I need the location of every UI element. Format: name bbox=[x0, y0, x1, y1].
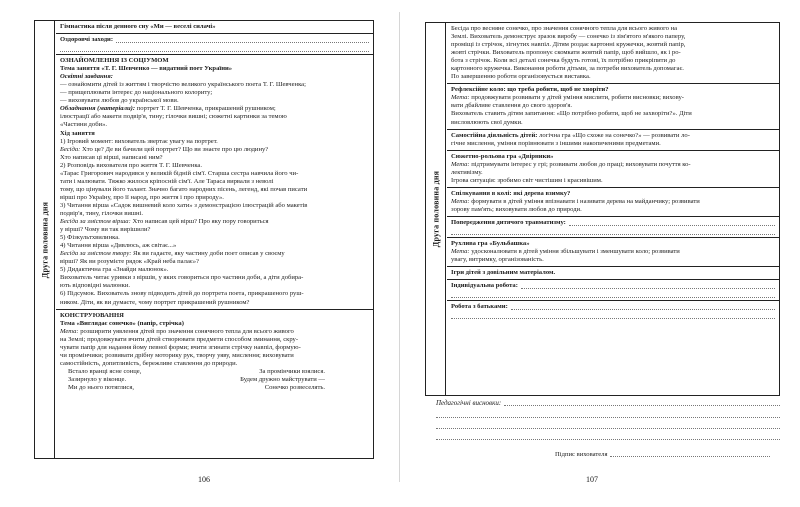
parents-row bbox=[451, 303, 775, 311]
text-line: 1) Ігровий момент: вихователь звертає увагу на портрет. bbox=[60, 137, 218, 145]
injury-label: Попередження дитячого травматизму: bbox=[451, 218, 566, 226]
injury-block bbox=[447, 217, 779, 238]
injury-dotline bbox=[569, 220, 775, 226]
text-line: 3) Читання вірша «Садок вишневий коло хати» з демонстрацією ілюстрацій або макетів bbox=[60, 201, 308, 209]
pedagogical-dotline-3 bbox=[436, 418, 780, 429]
text-line: у вірші? Чому ви так вирішили? bbox=[60, 226, 151, 234]
text-line: Вихователь ставить дітям запитання: «Що потрібно робити, щоб не захворіти?». Діти bbox=[451, 110, 692, 118]
construct-block bbox=[56, 310, 373, 394]
gym-block bbox=[56, 21, 373, 34]
socium-task-1: — ознайомити дітей із життям і творчістю великого українського поета Т. Г. Шевченка; bbox=[60, 81, 306, 89]
text-line: лективізму. bbox=[451, 168, 483, 176]
text-line: самостійність, допитливість, бережливе ставлення до природи. bbox=[60, 359, 238, 367]
mobile-block bbox=[447, 238, 779, 267]
page-number-right: 107 bbox=[586, 475, 598, 484]
socium-topic: Тема заняття «Т. Г. Шевченко — видатний поет України» bbox=[60, 65, 233, 73]
right-side-label: Друга половина дня bbox=[431, 170, 440, 248]
mobile-label: Рухлива гра «Бульбашка» bbox=[451, 240, 530, 248]
injury-dotline-2 bbox=[451, 227, 775, 235]
pedagogical-label: Педагогічні висновки: bbox=[436, 399, 502, 407]
text-line: Мета: підтримувати інтерес у грі; розвивати любов до праці; виховувати почуття ко- bbox=[451, 160, 691, 168]
poem-row bbox=[60, 384, 369, 392]
text-line: Мета: розширити уявлення дітей про значення сонячного тепла для всього живого bbox=[60, 327, 294, 335]
pedagogical-conclusions bbox=[436, 399, 780, 440]
text-line: тому, що цінували його талант. Значно багато народних пісень, легенд, які почав писати bbox=[60, 185, 308, 193]
text-line: увагу, витримку, організованість. bbox=[451, 256, 544, 264]
right-side-column bbox=[426, 23, 446, 395]
signature-dotline bbox=[610, 451, 770, 457]
mobile-lines bbox=[451, 248, 775, 264]
text-line: Бесіда за змістом вірша: Хто написав цей вірш? Про яку пору говориться bbox=[60, 218, 269, 226]
text-line: вати дбайливе ставлення до свого здоров'я. bbox=[451, 102, 573, 110]
poem-line: Будем дружно майструвати — bbox=[240, 375, 325, 383]
signature-label: Підпис вихователя bbox=[555, 451, 608, 458]
pedagogical-dotline bbox=[504, 400, 780, 406]
games-label: Ігри дітей з довільним матеріалом. bbox=[451, 269, 556, 277]
roleplay-label: Сюжетно-рольова гра «Двірники» bbox=[451, 152, 554, 160]
text-line: Бесіда: Хто це? Де ви бачили цей портрет? Що ви знаєте про цю людину? bbox=[60, 145, 269, 153]
text-line: Самостійна діяльність дітей: логічна гра «Що схоже на сонечко?» — розвивати ло- bbox=[451, 131, 690, 139]
left-frame bbox=[34, 20, 374, 459]
socium-heading: ОЗНАЙОМЛЕННЯ ІЗ СОЦІУМОМ bbox=[60, 57, 169, 65]
left-side-label: Друга половина дня bbox=[40, 201, 49, 278]
right-content bbox=[447, 23, 779, 395]
health-row bbox=[60, 36, 369, 44]
socium-equip-label: Обладнання (матеріали): bbox=[60, 105, 136, 113]
injury-row bbox=[451, 219, 775, 227]
text-line: тати і малювати. Тяжко жилося кріпосній сім'ї. Але Тараса вирвали з неволі bbox=[60, 177, 274, 185]
independent-lines bbox=[451, 132, 775, 148]
socium-block bbox=[56, 55, 373, 309]
independent-block bbox=[447, 130, 779, 151]
text-line: 5) Дидактична гра «Знайди малюнок». bbox=[60, 266, 169, 274]
construct-heading: КОНСТРУЮВАННЯ bbox=[60, 311, 124, 319]
right-frame bbox=[425, 22, 780, 396]
text-line: жовті стрічки. Вихователь пропонує скомкати жовтий папір, щоб вийшло, як і ро- bbox=[451, 49, 681, 57]
text-line: Ігрова ситуація: зробимо світ чистішим і красивішим. bbox=[451, 176, 603, 184]
individual-label: Індивідуальна робота: bbox=[451, 282, 518, 290]
health-label: Оздоровчі заходи: bbox=[60, 36, 114, 44]
gym-label: Гімнастика після денного сну «Ми — веселі силачі» bbox=[60, 23, 216, 30]
nature-label: Спілкування в колі: які дерева взимку? bbox=[451, 189, 571, 197]
health-block bbox=[56, 34, 373, 55]
text-line: 5) Фізкультхвилинка. bbox=[60, 234, 120, 242]
text-line: Бесіда за змістом твору: Як ви гадаєте, яку частину доби поет описав у своєму bbox=[60, 250, 285, 258]
right-page bbox=[400, 0, 800, 507]
text-line: проміщі із стрічок, зігнутих навпіл. Дітям роздає картонні кружечки, жовтий папір, bbox=[451, 41, 686, 49]
text-line: 2) Розповідь вихователя про життя Т. Г. Шевченка. bbox=[60, 161, 203, 169]
text-line: Вихователь читає уривки з віршів, у яких говориться про частини доби, а діти добира- bbox=[60, 274, 304, 282]
parents-block bbox=[447, 301, 779, 321]
reflect-block bbox=[447, 84, 779, 129]
text-line: висловлюють свої думки. bbox=[451, 118, 523, 126]
reflect-label: Рефлексійне коло: що треба робити, щоб не хворіти? bbox=[451, 86, 609, 94]
health-dotline-2 bbox=[60, 44, 369, 52]
construct-lines bbox=[60, 328, 369, 368]
text-line: Мета: продовжувати розвивати у дітей уміння мислити, робити висновки; вихову- bbox=[451, 94, 684, 102]
socium-equip-1: портрет Т. Г. Шевченка, прикрашений рушником; bbox=[136, 105, 276, 113]
health-dotline bbox=[116, 37, 369, 43]
poem-line: Сонечко розвеселять. bbox=[264, 383, 325, 391]
socium-task-2: — прищеплювати інтерес до національного колориту; bbox=[60, 89, 213, 97]
intro-lines bbox=[451, 25, 775, 81]
poem-row bbox=[60, 376, 369, 384]
left-content bbox=[56, 21, 373, 458]
text-line: 6) Підсумок. Вихователь знову підводить дітей до портрета поета, прикрашеного руш- bbox=[60, 290, 304, 298]
intro-block bbox=[447, 23, 779, 84]
roleplay-lines bbox=[451, 161, 775, 185]
signature-row bbox=[555, 451, 770, 458]
individual-block bbox=[447, 280, 779, 301]
text-line: ником. Діти, як ви думаєте, чому портрет прикрашений рушником? bbox=[60, 298, 250, 306]
pedagogical-dotline-2 bbox=[436, 407, 780, 418]
pedagogical-row bbox=[436, 399, 780, 407]
text-line: подвір'я, тину, гілочки вишні. bbox=[60, 209, 144, 217]
roleplay-block bbox=[447, 151, 779, 188]
text-line: 4) Читання вірша «Дивлюсь, аж світає...» bbox=[60, 242, 177, 250]
construct-topic: Тема «Виглядає сонечко» (папір, стрічка) bbox=[60, 319, 184, 327]
poem-line: Зазирнуло у віконце. bbox=[68, 375, 127, 383]
text-line: По завершенню роботи організовується виставка. bbox=[451, 73, 591, 81]
signature-line bbox=[555, 451, 770, 458]
poem-line: Встало вранці ясне сонце, bbox=[68, 367, 142, 375]
text-line: Мета: удосконалювати в дітей уміння збільшувати і зменшувати коло; розвивати bbox=[451, 248, 680, 256]
text-line: вірші? Як ви розумієте рядок «Край неба палає»? bbox=[60, 258, 199, 266]
poem-line: Ми до нього потяглися, bbox=[68, 383, 135, 391]
text-line: вірші про Україну, про її народ, про життя і про природу». bbox=[60, 193, 224, 201]
text-line: Землі. Вихователь демонструє зразок виробу — сонечко із зім'ятого м'якого паперу, bbox=[451, 33, 686, 41]
reflect-lines bbox=[451, 94, 775, 126]
poem-row bbox=[60, 368, 369, 376]
nature-block bbox=[447, 188, 779, 217]
text-line: Мета: формувати в дітей уміння впізнавати і називати дерева на майданчику; розвивати bbox=[451, 197, 700, 205]
individual-dotline-2 bbox=[451, 290, 775, 298]
text-line: на Землі; продовжувати вчити дітей створювати предмети способом зминання, скру- bbox=[60, 335, 299, 343]
text-line: Бесіда про весняне сонечко, про значення сонячного тепла для всього живого на bbox=[451, 25, 678, 32]
parents-dotline bbox=[511, 304, 775, 310]
poem-line: За промінчики взялися. bbox=[259, 367, 325, 375]
pedagogical-dotline-4 bbox=[436, 429, 780, 440]
left-side-column bbox=[35, 21, 55, 458]
socium-equip-2: ілюстрації або макети подвір'я, тину; гілочки вишні; сюжетні картинки за темою bbox=[60, 113, 287, 121]
parents-label: Робота з батьками: bbox=[451, 303, 508, 311]
text-line: картонного кружечка. Виконання роботи дітьми, за потреби вихователь допомагає. bbox=[451, 65, 684, 73]
socium-course-label: Хід заняття bbox=[60, 129, 95, 137]
page-number-left: 106 bbox=[198, 475, 210, 484]
socium-equip-line bbox=[60, 105, 369, 113]
socium-equip-3: «Частини доби». bbox=[60, 121, 108, 129]
text-line: чувати папір для надання йому певної форми; вчити згинати стрічку навпіл, формую- bbox=[60, 343, 301, 351]
text-line: бота з стрічок. Коли всі деталі сонечка будуть готові, їх потрібно прикріпити до bbox=[451, 57, 676, 65]
socium-course-lines bbox=[60, 138, 369, 307]
parents-dotline-2 bbox=[451, 311, 775, 319]
socium-tasks-label: Освітні завдання: bbox=[60, 73, 113, 81]
text-line: зорову пам'ять; виховувати любов до природи. bbox=[451, 205, 582, 213]
individual-dotline bbox=[521, 283, 775, 289]
text-line: «Тарас Григорович народився у великій бідній сім'ї. Старша сестра навчила його чи- bbox=[60, 169, 299, 177]
text-line: Хто написав ці вірші, написані ним? bbox=[60, 153, 163, 161]
nature-lines bbox=[451, 198, 775, 214]
socium-task-3: — виховувати любов до української мови. bbox=[60, 97, 179, 105]
text-line: ють відповідні малюнки. bbox=[60, 282, 131, 290]
text-line: чи промінчики; розвивати дрібну моторику рук, творчу уяву, мислення; виховувати bbox=[60, 351, 294, 359]
individual-row bbox=[451, 282, 775, 290]
games-block bbox=[447, 267, 779, 280]
text-line: гічне мислення, уміння порівнювати з іншими накопиченими предметами. bbox=[451, 139, 661, 147]
